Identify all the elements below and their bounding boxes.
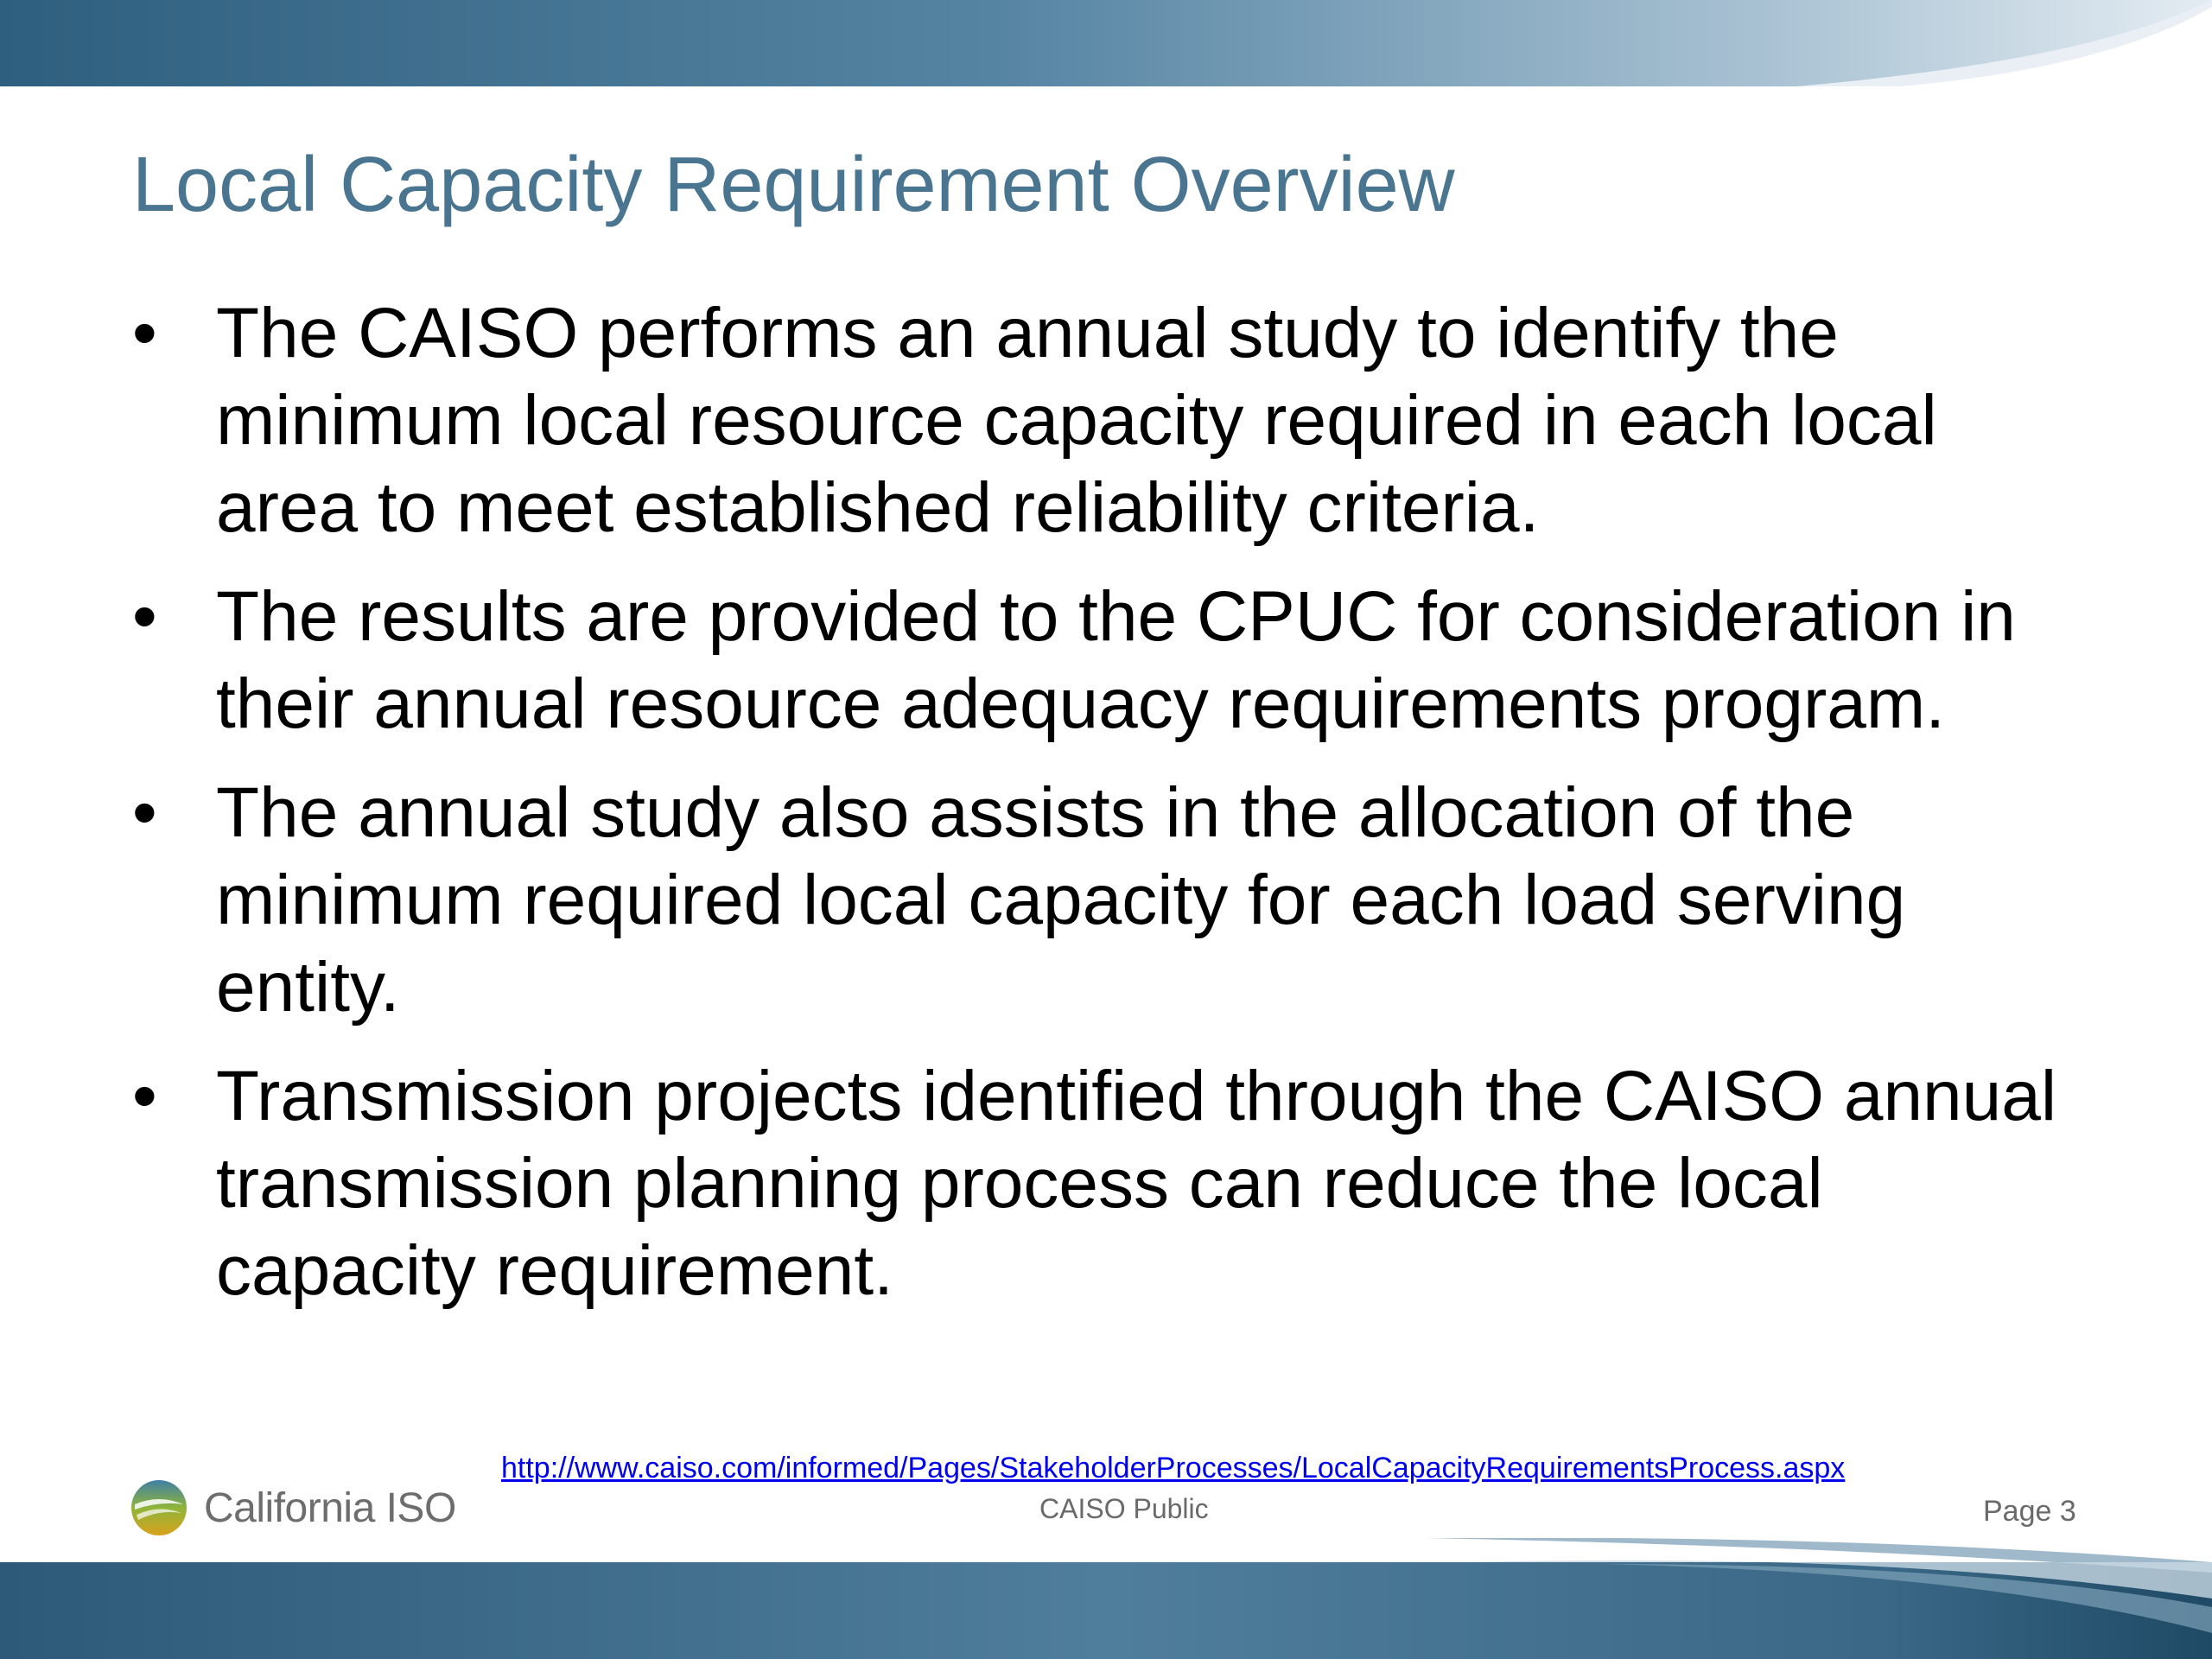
bullet-list [132, 289, 2076, 1336]
header-band [0, 0, 2212, 86]
california-iso-logo [130, 1478, 456, 1538]
caiso-globe-icon [130, 1478, 188, 1537]
bullet-text: The annual study also assists in the allocation of the minimum required local capacity for each load serving entity. [216, 773, 1906, 1027]
bullet-symbol: • [132, 1057, 157, 1135]
bullet-symbol: • [132, 294, 157, 372]
classification-label: CAISO Public [1039, 1493, 1209, 1524]
lcr-process-link[interactable]: http://www.caiso.com/informed/Pages/StakeholderProcesses/LocalCapacityRequirementsProcess.aspx [501, 1452, 1846, 1484]
footer-band [0, 1538, 2212, 1659]
bullet-item [132, 573, 2076, 747]
slide-title: Local Capacity Requirement Overview [132, 142, 1455, 228]
bullet-item [132, 1052, 2076, 1314]
bullet-text: The CAISO performs an annual study to identify the minimum local resource capacity required in each local area to meet established reliability criteria. [216, 294, 1937, 547]
bullet-item [132, 289, 2076, 551]
bullet-text: Transmission projects identified through the CAISO annual transmission planning process can reduce the local capacity requirement. [216, 1057, 2057, 1310]
logo-text: California ISO [204, 1484, 456, 1531]
bullet-item [132, 769, 2076, 1031]
bullet-text: The results are provided to the CPUC for consideration in their annual resource adequacy requirements program. [216, 577, 2016, 743]
bullet-symbol: • [132, 577, 157, 656]
page-number: Page 3 [1983, 1495, 2076, 1528]
bullet-symbol: • [132, 773, 157, 852]
